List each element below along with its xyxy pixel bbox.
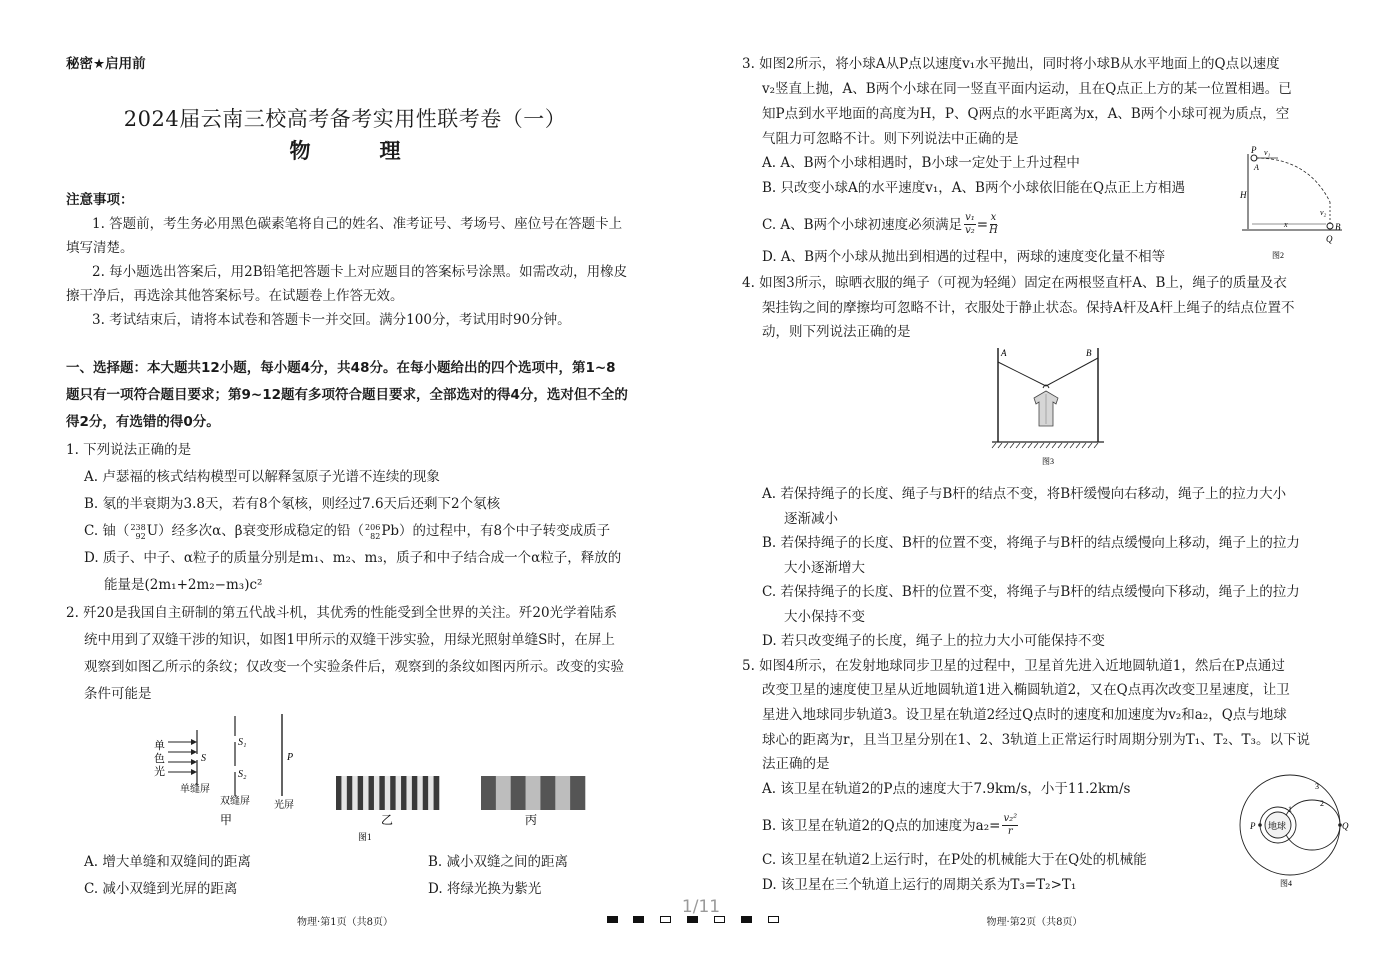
fringe-band: [352, 776, 358, 810]
q4-option-b-cont: 大小逐渐增大: [784, 560, 865, 576]
q3-stem: 知P点到水平地面的高度为H，P、Q两点的水平距离为x，A、B两个小球可视为质点，空: [762, 106, 1290, 122]
fringe-pattern-yi: [336, 776, 439, 810]
q1-option-a: A. 卢瑟福的核式结构模型可以解释氢原子光谱不连续的现象: [84, 469, 440, 485]
uranium-nuclide-numbers: [130, 523, 145, 541]
notice-line: 3. 考试结束后，请将本试卷和答题卡一并交回。满分100分，考试用时90分钟。: [92, 312, 571, 328]
notice-line: 擦干净后，再选涂其他答案标号。在试题卷上作答无效。: [66, 288, 404, 304]
q5-stem: 球心的距离为r，且当卫星分别在1、2、3轨道上正常运行时周期分别为T₁、T₂、T₃。以下说: [762, 732, 1310, 748]
q4-stem: 4. 如图3所示，晾晒衣服的绳子（可视为轻绳）固定在两根竖直杆A、B上，绳子的质量及衣: [742, 275, 1287, 291]
orbit-3-label: 3: [1315, 782, 1319, 791]
hatch-line: [1022, 443, 1026, 448]
hatch-line: [1040, 443, 1044, 448]
orbit-1-label: 1: [1288, 805, 1292, 814]
numerator: v₁: [965, 212, 975, 223]
v2-label: v₂: [1320, 208, 1327, 217]
point-q-label: Q: [1326, 234, 1333, 244]
page-dot[interactable]: [633, 916, 644, 923]
v1-label: v₁: [1264, 148, 1271, 157]
q3-option-c: [762, 212, 998, 237]
notice-line: 1. 答题前，考生务必用黑色碳素笔将自己的姓名、准考证号、考场号、座位号在答题卡上: [92, 216, 623, 232]
q4-option-c: C. 若保持绳子的长度、B杆的位置不变，将绳子与B杆的结点缓慢向下移动，绳子上的拉力: [762, 584, 1300, 600]
page-dot[interactable]: [607, 916, 618, 923]
page-footer: 物理·第2页（共8页）: [986, 917, 1083, 928]
q1-option-b: B. 氡的半衰期为3.8天，若有8个氡核，则经过7.6天后还剩下2个氡核: [84, 496, 501, 512]
q2-option-b: B. 减小双缝之间的距离: [428, 854, 569, 870]
height-h-label: H: [1240, 190, 1247, 200]
hatch-line: [1070, 443, 1074, 448]
q4-stem: 动，则下列说法正确的是: [762, 324, 911, 340]
q5-stem: 星进入地球同步轨道3。设卫星在轨道2经过Q点时的速度和加速度为v₂和a₂，Q点与地球: [762, 707, 1287, 723]
page-footer: 物理·第1页（共8页）: [297, 917, 393, 928]
equals-sign: =: [976, 216, 989, 233]
hatch-line: [1028, 443, 1032, 448]
figure-3-clothesline: [990, 344, 1110, 470]
hatch-line: [1052, 443, 1056, 448]
exam-title: 2024届云南三校高考备考实用性联考卷（一）: [123, 107, 567, 131]
distance-x-label: x: [1284, 220, 1288, 229]
hatch-line: [1034, 443, 1038, 448]
point-q-label: Q: [1342, 821, 1349, 831]
fringe-band: [390, 776, 396, 810]
q5-option-d: D. 该卫星在三个轨道上运行的周期关系为T₃=T₂>T₁: [762, 877, 1077, 893]
fig-jia-label: 甲: [220, 813, 233, 827]
rope: [998, 362, 1046, 386]
fringe-band: [379, 776, 385, 810]
fraction-v1-v2: [964, 212, 976, 237]
fringe-band: [434, 776, 440, 810]
denominator: H: [989, 225, 998, 236]
figure-1-double-slit: [140, 710, 600, 845]
light-label: 光: [154, 766, 165, 778]
fringe-band: [385, 776, 391, 810]
light-screen-label: 光屏: [274, 800, 294, 811]
q3-option-b: B. 只改变小球A的水平速度v₁，A、B两个小球依旧能在Q点正上方相遇: [762, 180, 1186, 196]
hatch-line: [1010, 443, 1014, 448]
fringe-band: [570, 776, 585, 810]
q2-stem: 统中用到了双缝干涉的知识，如图1甲所示的双缝干涉实验，用绿光照射单缝S时，在屏上: [84, 632, 615, 648]
q5-option-c: C. 该卫星在轨道2上运行时，在P处的机械能大于在Q处的机械能: [762, 852, 1147, 868]
uranium-atomic-number: 92: [135, 531, 146, 541]
q1-c-text: C. 铀（: [84, 523, 130, 539]
fringe-band: [396, 776, 402, 810]
hatch-line: [1058, 443, 1062, 448]
hatch-line: [1076, 443, 1080, 448]
orbit-2-label: 2: [1320, 799, 1324, 808]
fringe-band: [555, 776, 570, 810]
fringe-band: [481, 776, 496, 810]
fringe-band: [423, 776, 429, 810]
page-indicator: 1/11: [681, 897, 721, 917]
hatch-line: [1094, 443, 1098, 448]
slit-s2-label: S₂: [238, 769, 247, 780]
single-slit-label: 单缝屏: [180, 784, 210, 795]
fringe-band: [406, 776, 412, 810]
ball-b-label: B: [1335, 222, 1341, 232]
page-dot[interactable]: [687, 916, 698, 923]
fringe-band: [511, 776, 526, 810]
q1-option-d: D. 质子、中子、α粒子的质量分别是m₁、m₂、m₃，质子和中子结合成一个α粒子，释放的: [84, 550, 622, 566]
light-label: 单: [154, 740, 165, 752]
q2-stem: 条件可能是: [84, 686, 152, 702]
fraction-v2sq-r: [1002, 813, 1018, 838]
figure-2-caption: 图2: [1272, 251, 1284, 260]
point-p-label: P: [287, 752, 294, 763]
ground-hatch: [992, 443, 1098, 448]
q2-option-c: C. 减小双缝到光屏的距离: [84, 881, 238, 897]
figure-4-caption: 图4: [1280, 879, 1292, 888]
q3-c-text: C. A、B两个小球初速度必须满足: [762, 216, 963, 233]
numerator: v₂²: [1003, 813, 1018, 824]
double-slit-label: 双缝屏: [220, 796, 250, 807]
q5-option-b: [762, 813, 1018, 838]
denominator: v₂: [965, 225, 975, 236]
ball-a-label: A: [1254, 163, 1259, 172]
hatch-line: [998, 443, 1002, 448]
fringe-band: [526, 776, 541, 810]
light-label: 色: [154, 753, 165, 765]
fringe-band: [369, 776, 375, 810]
q1-option-c: [84, 519, 610, 543]
slit-s-label: S: [201, 753, 206, 764]
q2-stem: 2. 歼20是我国自主研制的第五代战斗机，其优秀的性能受到全世界的关注。歼20光学着陆系: [66, 605, 618, 621]
lead-atomic-number: 82: [370, 531, 381, 541]
fringe-band: [374, 776, 380, 810]
fringe-band: [341, 776, 347, 810]
q1-option-d-cont: 能量是(2m₁+2m₂−m₃)c²: [104, 577, 263, 593]
fringe-band: [401, 776, 407, 810]
page-2: [690, 0, 1379, 964]
q1-c-text: U）经多次α、β衰变形成稳定的铅（: [146, 523, 365, 539]
earth-label: 地球: [1268, 821, 1287, 831]
point-p-label: P: [1251, 145, 1257, 155]
hatch-line: [1082, 443, 1086, 448]
point-p-label: P: [1250, 821, 1256, 831]
slit-s1-label: S₁: [238, 737, 247, 748]
q3-stem: 气阻力可忽略不计。则下列说法中正确的是: [762, 131, 1019, 147]
orbit-2: [1284, 800, 1340, 850]
q3-stem: v₂竖直上抛，A、B两个小球在同一竖直平面内运动，且在Q点正上方的某一位置相遇。已: [762, 81, 1292, 97]
q4-option-c-cont: 大小保持不变: [784, 609, 865, 625]
hatch-line: [1016, 443, 1020, 448]
q1-stem: 1. 下列说法正确的是: [66, 442, 192, 458]
section-heading: 得2分，有选错的得0分。: [66, 414, 220, 430]
figure-3-caption: 图3: [1042, 457, 1054, 466]
q1-c-text: Pb）的过程中，有8个中子转变成质子: [381, 523, 611, 539]
q4-option-b: B. 若保持绳子的长度、B杆的位置不变，将绳子与B杆的结点缓慢向上移动，绳子上的拉力: [762, 535, 1300, 551]
notice-line: 填写清楚。: [66, 240, 134, 256]
fig-yi-label: 乙: [381, 813, 394, 827]
fig-bing-label: 丙: [525, 813, 538, 827]
fringe-band: [412, 776, 418, 810]
figure-4-orbits: [1230, 773, 1350, 891]
fringe-band: [417, 776, 423, 810]
notice-line: 2. 每小题选出答案后，用2B铅笔把答题卡上对应题目的答案标号涂黑。如需改动，用橡皮: [92, 264, 628, 280]
hatch-line: [1088, 443, 1092, 448]
point-p: [1258, 823, 1262, 827]
q2-stem: 观察到如图乙所示的条纹；仅改变一个实验条件后，观察到的条纹如图丙所示。改变的实验: [84, 659, 624, 675]
q5-stem: 法正确的是: [762, 756, 830, 772]
notice-heading: 注意事项：: [66, 192, 134, 208]
fraction-x-h: [989, 212, 998, 237]
numerator: x: [990, 212, 997, 223]
page-dot[interactable]: [768, 916, 779, 923]
fringe-pattern-bing: [481, 776, 585, 810]
fringe-band: [363, 776, 369, 810]
q2-option-d: D. 将绿光换为紫光: [428, 881, 542, 897]
lead-mass-number: 206: [365, 522, 381, 532]
fringe-band: [496, 776, 511, 810]
q5-stem: 5. 如图4所示，在发射地球同步卫星的过程中，卫星首先进入近地圆轨道1，然后在P点通过: [742, 658, 1285, 674]
trajectory: [1256, 158, 1330, 202]
q3-option-d: D. A、B两个小球从抛出到相遇的过程中，两球的速度变化量不相等: [762, 249, 1166, 265]
hatch-line: [1004, 443, 1008, 448]
hatch-line: [1046, 443, 1050, 448]
page-dot[interactable]: [741, 916, 752, 923]
page-dot[interactable]: [714, 916, 725, 923]
q4-option-a-cont: 逐渐减小: [784, 511, 838, 527]
fringe-band: [358, 776, 364, 810]
fringe-band: [336, 776, 342, 810]
section-heading: 一、选择题：本大题共12小题，每小题4分，共48分。在每小题给出的四个选项中，第1~8: [66, 360, 616, 376]
uranium-mass-number: 238: [130, 522, 146, 532]
secret-label: 秘密★启用前: [66, 56, 146, 72]
pole-a-label: A: [1001, 348, 1007, 358]
section-heading: 题只有一项符合题目要求；第9~12题有多项符合题目要求，全部选对的得4分，选对但不全的: [66, 387, 628, 403]
fringe-band: [540, 776, 555, 810]
page-dot[interactable]: [660, 916, 671, 923]
q5-b-text: B. 该卫星在轨道2的Q点的加速度为a₂=: [762, 817, 1001, 834]
q2-option-a: A. 增大单缝和双缝间的距离: [84, 854, 251, 870]
q3-stem: 3. 如图2所示，将小球A从P点以速度v₁水平抛出，同时将小球B从水平地面上的Q点以速度: [742, 56, 1280, 72]
figure-2-projectile: [1238, 144, 1348, 264]
q4-option-a: A. 若保持绳子的长度、绳子与B杆的结点不变，将B杆缓慢向右移动，绳子上的拉力大小: [762, 486, 1287, 502]
hatch-line: [992, 443, 996, 448]
q4-stem: 架挂钩之间的摩擦均可忽略不计，衣服处于静止状态。保持A杆及A杆上绳子的结点位置不: [762, 300, 1295, 316]
pole-b-label: B: [1086, 348, 1092, 358]
q5-stem: 改变卫星的速度使卫星从近地圆轨道1进入椭圆轨道2，又在Q点再次改变卫星速度，让卫: [762, 682, 1290, 698]
rope: [1046, 358, 1098, 386]
q5-option-a: A. 该卫星在轨道2的P点的速度大于7.9km/s，小于11.2km/s: [762, 781, 1131, 797]
q3-option-a: A. A、B两个小球相遇时，B小球一定处于上升过程中: [762, 155, 1080, 171]
fringe-band: [347, 776, 353, 810]
lead-nuclide-numbers: [365, 523, 380, 541]
denominator: r: [1007, 826, 1013, 837]
subject-title: 物 理: [289, 138, 425, 163]
figure-1-caption: 图1: [358, 832, 372, 842]
fringe-band: [428, 776, 434, 810]
hatch-line: [1064, 443, 1068, 448]
q4-option-d: D. 若只改变绳子的长度，绳子上的拉力大小可能保持不变: [762, 633, 1105, 649]
